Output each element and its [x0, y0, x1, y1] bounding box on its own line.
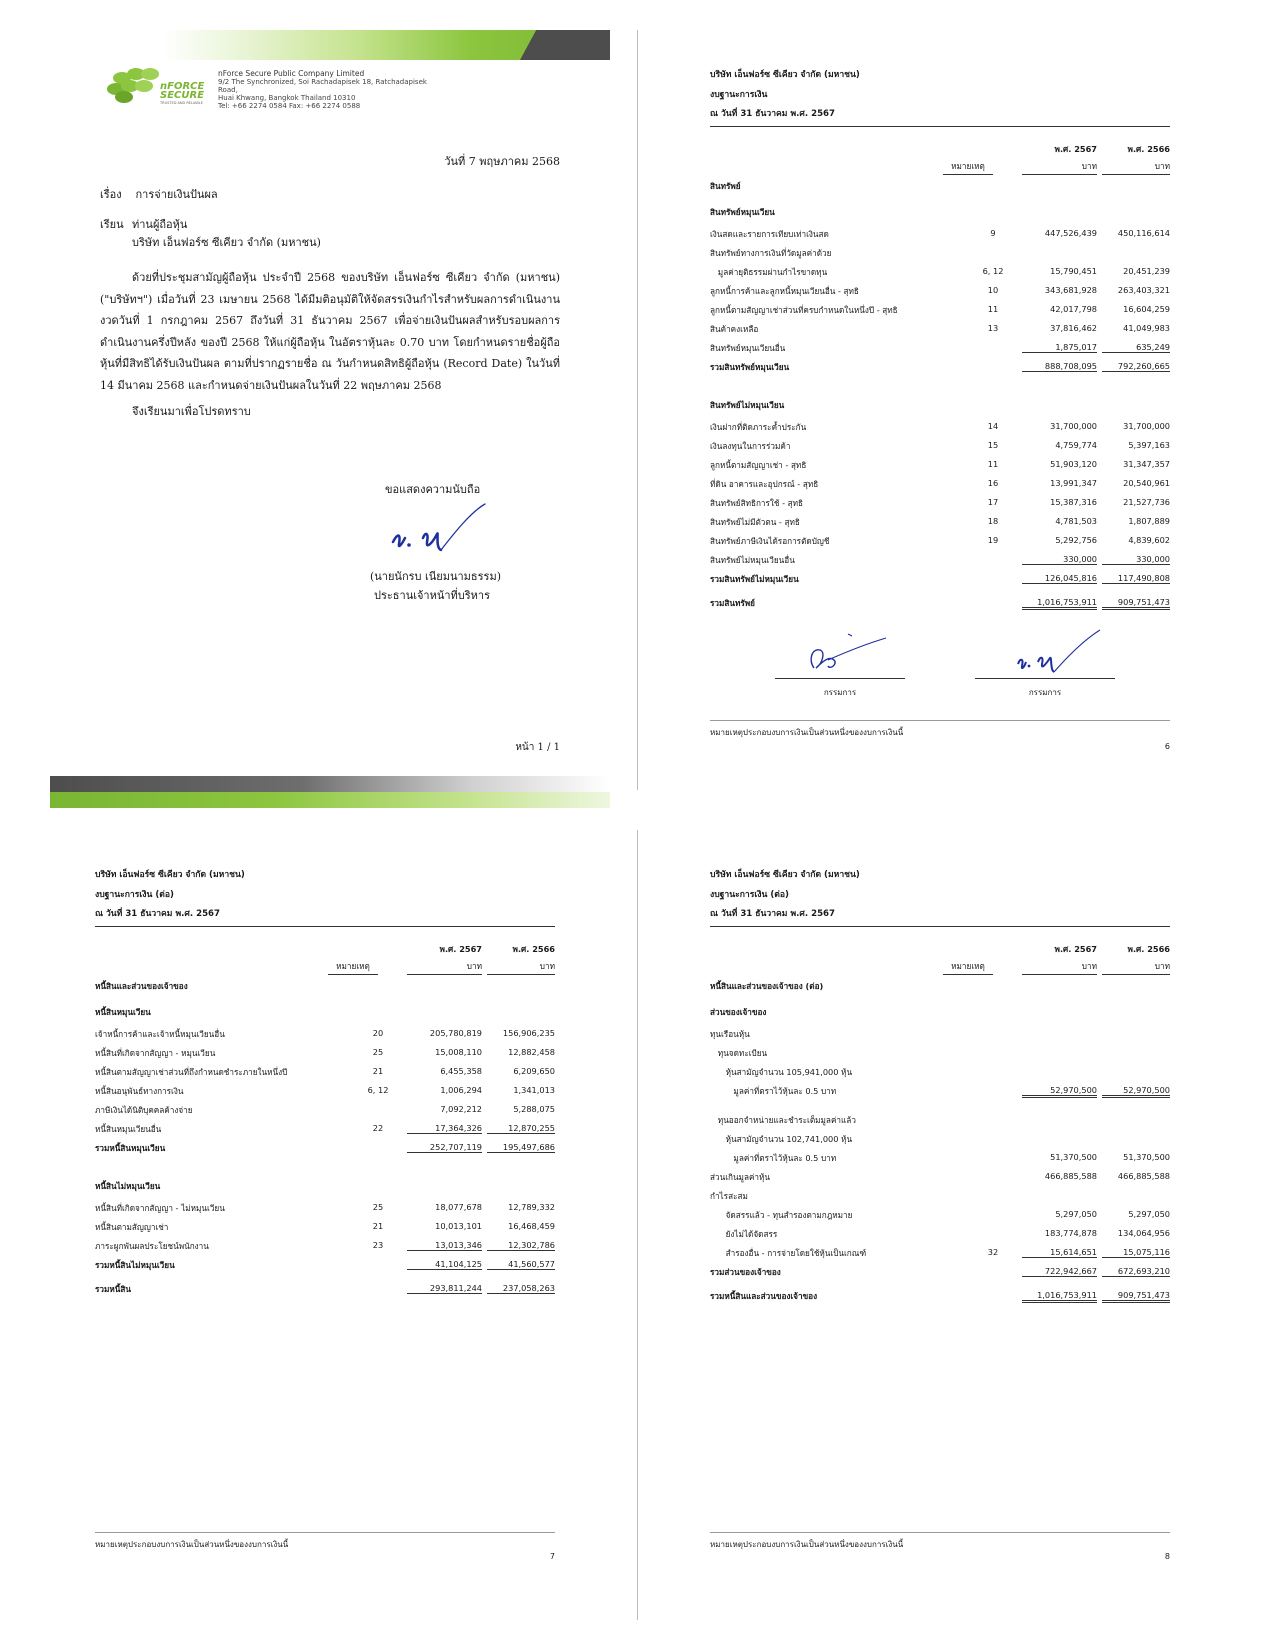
amount-2566: 5,288,075: [513, 1104, 555, 1114]
line-item-label: สินทรัพย์: [710, 181, 741, 191]
line-item-row: [95, 1221, 555, 1235]
amount-2566: 5,297,050: [1128, 1209, 1170, 1219]
amount-2566: 31,700,000: [1123, 421, 1170, 431]
line-item-row: [710, 497, 1170, 511]
line-item-label: ลูกหนี้ตามสัญญาเช่าส่วนที่ครบกำหนดในหนึ่งปี - สุทธิ: [710, 305, 898, 315]
amount-2566: 52,970,500: [1102, 1085, 1170, 1098]
amount-2567: 1,006,294: [440, 1085, 482, 1095]
line-item-label: หนี้สินหมุนเวียน: [95, 1007, 151, 1017]
amount-2567: 252,707,119: [407, 1142, 482, 1153]
total-row: [95, 1283, 555, 1297]
to-line-2: บริษัท เอ็นฟอร์ซ ซีเคียว จำกัด (มหาชน): [132, 236, 321, 249]
logo-tagline: TRUSTED AND RELIABLE: [160, 101, 203, 105]
line-item-label: สินทรัพย์ไม่หมุนเวียน: [710, 400, 785, 410]
fs-as-of: ณ วันที่ 31 ธันวาคม พ.ศ. 2567: [710, 909, 836, 919]
total-row: [710, 573, 1170, 587]
line-item-label: ส่วนของเจ้าของ: [710, 1007, 767, 1017]
line-item-label: ลูกหนี้การค้าและลูกหนี้หมุนเวียนอื่น - สุทธิ: [710, 286, 859, 296]
total-row: [710, 1290, 1170, 1304]
amount-2567: 4,781,503: [1055, 516, 1097, 526]
amount-2567: 888,708,095: [1022, 361, 1097, 372]
director-signature-2: [1010, 628, 1110, 678]
amount-2566: 12,789,332: [508, 1202, 555, 1212]
col-unit-1: บาท: [1022, 160, 1097, 175]
note-ref: 11: [987, 459, 999, 469]
line-item-row: [710, 459, 1170, 473]
line-item-row: [710, 1247, 1170, 1261]
amount-2567: 51,903,120: [1050, 459, 1097, 469]
amount-2566: 672,693,210: [1102, 1266, 1170, 1277]
line-item-row: [710, 1228, 1170, 1242]
fs-footnote: หมายเหตุประกอบงบการเงินเป็นส่วนหนึ่งของงบการเงินนี้: [710, 728, 904, 737]
line-item-label: หนี้สินตามสัญญาเช่า: [95, 1222, 169, 1232]
amount-2566: 12,882,458: [508, 1047, 555, 1057]
line-item-row: [710, 228, 1170, 242]
line-item-label: เงินลงทุนในการร่วมค้า: [710, 441, 791, 451]
balance-sheet-page-6: [665, 30, 1225, 820]
amount-2566: 1,341,013: [513, 1085, 555, 1095]
col-unit-2: บาท: [1102, 160, 1170, 175]
line-item-row: [710, 1171, 1170, 1185]
line-item-row: [710, 1028, 1170, 1042]
amount-2566: 20,540,961: [1123, 478, 1170, 488]
amount-2567: 41,104,125: [407, 1259, 482, 1270]
fs-company: บริษัท เอ็นฟอร์ซ ซีเคียว จำกัด (มหาชน): [710, 70, 860, 80]
line-item-label: เงินฝากที่ติดภาระค้ำประกัน: [710, 422, 807, 432]
line-item-label: รวมสินทรัพย์ไม่หมุนเวียน: [710, 574, 799, 584]
letter-closing: จึงเรียนมาเพื่อโปรดทราบ: [132, 405, 251, 418]
line-item-label: สินทรัพย์ทางการเงินที่วัดมูลค่าด้วย: [710, 248, 832, 258]
amount-2567: 126,045,816: [1022, 573, 1097, 584]
footer-rule: [710, 720, 1170, 721]
line-item-label: ทุนจดทะเบียน: [710, 1048, 768, 1058]
letter-date: วันที่ 7 พฤษภาคม 2568: [444, 155, 560, 168]
fs-header: [710, 866, 860, 925]
line-item-label: ภาษีเงินได้นิติบุคคลค้างจ่าย: [95, 1105, 193, 1115]
total-row: [95, 1259, 555, 1273]
amount-2566: 134,064,956: [1117, 1228, 1170, 1238]
note-ref: 14: [987, 421, 999, 431]
company-address-2: Huai Khwang, Bangkok Thailand 10310: [218, 94, 356, 102]
fs-as-of: ณ วันที่ 31 ธันวาคม พ.ศ. 2567: [710, 109, 836, 119]
fs-footnote: หมายเหตุประกอบงบการเงินเป็นส่วนหนึ่งของงบการเงินนี้: [710, 1540, 904, 1549]
subject-label: เรื่อง: [100, 188, 122, 201]
note-ref: 19: [987, 535, 999, 545]
amount-2567: 466,885,588: [1044, 1171, 1097, 1181]
amount-2567: 31,700,000: [1050, 421, 1097, 431]
line-item-label: หนี้สินและส่วนของเจ้าของ: [95, 981, 188, 991]
note-ref: 6, 12: [982, 266, 1004, 276]
page-divider-vertical-top: [637, 30, 638, 790]
amount-2566: 466,885,588: [1117, 1171, 1170, 1181]
line-item-row: [710, 1190, 1170, 1204]
header-stripe: [50, 30, 610, 60]
total-row: [710, 1266, 1170, 1280]
amount-2567: 293,811,244: [407, 1283, 482, 1294]
subject-text: การจ่ายเงินปันผล: [135, 188, 218, 201]
amount-2566: 51,370,500: [1123, 1152, 1170, 1162]
director-line-2: [975, 678, 1115, 679]
header-rule: [95, 926, 555, 927]
amount-2567: 1,016,753,911: [1022, 597, 1097, 610]
line-item-label: ที่ดิน อาคารและอุปกรณ์ - สุทธิ: [710, 479, 819, 489]
fs-company: บริษัท เอ็นฟอร์ซ ซีเคียว จำกัด (มหาชน): [710, 870, 860, 880]
company-tel: Tel: +66 2274 0584 Fax: +66 2274 0588: [218, 102, 361, 110]
amount-2567: 15,614,651: [1022, 1247, 1097, 1258]
line-item-label: ส่วนเกินมูลค่าหุ้น: [710, 1172, 771, 1182]
line-item-label: หนี้สินอนุพันธ์ทางการเงิน: [95, 1086, 184, 1096]
fs-title: งบฐานะการเงิน: [710, 89, 768, 100]
page-divider-vertical-bottom: [637, 830, 638, 1620]
line-item-label: สำรองอื่น - การจ่ายโดยใช้หุ้นเป็นเกณฑ์: [710, 1248, 867, 1258]
line-item-label: สินทรัพย์ไม่มีตัวตน - สุทธิ: [710, 517, 800, 527]
amount-2566: 156,906,235: [502, 1028, 555, 1038]
col-2567: พ.ศ. 2567: [1054, 144, 1097, 154]
line-item-row: [710, 285, 1170, 299]
line-item-label: ลูกหนี้ตามสัญญาเช่า - สุทธิ: [710, 460, 807, 470]
amount-2567: 52,970,500: [1022, 1085, 1097, 1098]
line-item-label: หนี้สินและส่วนของเจ้าของ (ต่อ): [710, 981, 824, 991]
line-item-row: [95, 1240, 555, 1254]
page-number: หน้า 1 / 1: [515, 742, 560, 753]
line-item-label: รวมส่วนของเจ้าของ: [710, 1267, 781, 1277]
col-note: หมายเหตุ: [328, 960, 378, 975]
letter-page: [50, 30, 610, 820]
balance-sheet-page-7: [50, 830, 610, 1620]
line-item-label: รวมหนี้สินไม่หมุนเวียน: [95, 1260, 175, 1270]
amount-2566: 12,302,786: [487, 1240, 555, 1251]
logo-text-2: SECURE: [160, 90, 205, 101]
line-item-row: [710, 1152, 1170, 1166]
amount-2566: 237,058,263: [487, 1283, 555, 1294]
amount-2566: 41,560,577: [487, 1259, 555, 1270]
note-ref: 20: [372, 1028, 384, 1038]
letter-recipient: [100, 216, 321, 252]
amount-2566: 4,839,602: [1128, 535, 1170, 545]
line-item-row: [710, 323, 1170, 337]
logo-text-1: nFORCE: [160, 81, 205, 92]
fs-page-number: 7: [549, 1552, 555, 1561]
line-item-label: มูลค่าที่ตราไว้หุ้นละ 0.5 บาท: [710, 1086, 837, 1096]
line-item-label: จัดสรรแล้ว - ทุนสำรองตามกฎหมาย: [710, 1210, 853, 1220]
fs-page-number: 8: [1164, 1552, 1170, 1561]
line-item-label: หนี้สินที่เกิดจากสัญญา - หมุนเวียน: [95, 1048, 216, 1058]
line-item-row: [710, 1066, 1170, 1080]
to-line-1: ท่านผู้ถือหุ้น: [132, 218, 188, 231]
note-ref: 25: [372, 1047, 384, 1057]
amount-2566: 20,451,239: [1123, 266, 1170, 276]
note-ref: 13: [987, 323, 999, 333]
note-ref: 18: [987, 516, 999, 526]
fs-title: งบฐานะการเงิน (ต่อ): [710, 889, 789, 900]
amount-2567: 18,077,678: [435, 1202, 482, 1212]
fs-title: งบฐานะการเงิน (ต่อ): [95, 889, 174, 900]
amount-2567: 183,774,878: [1044, 1228, 1097, 1238]
section-heading: [95, 1006, 555, 1020]
col-unit-2: บาท: [1102, 960, 1170, 975]
amount-2567: 15,387,316: [1050, 497, 1097, 507]
col-2566: พ.ศ. 2566: [512, 944, 555, 954]
line-item-label: หุ้นสามัญจำนวน 102,741,000 หุ้น: [710, 1134, 853, 1144]
line-item-row: [95, 1202, 555, 1216]
amount-2566: 263,403,321: [1117, 285, 1170, 295]
line-item-row: [710, 535, 1170, 549]
amount-2566: 12,870,255: [487, 1123, 555, 1134]
amount-2567: 5,292,756: [1055, 535, 1097, 545]
amount-2567: 7,092,212: [440, 1104, 482, 1114]
line-item-row: [710, 1209, 1170, 1223]
to-label: เรียน: [100, 218, 124, 231]
line-item-label: ยังไม่ได้จัดสรร: [710, 1229, 778, 1239]
fs-footnote: หมายเหตุประกอบงบการเงินเป็นส่วนหนึ่งของงบการเงินนี้: [95, 1540, 289, 1549]
line-item-label: สินทรัพย์หมุนเวียน: [710, 207, 775, 217]
amount-2566: 31,347,357: [1123, 459, 1170, 469]
svg-text:TRUSTED AND RELIABLE: [159, 101, 203, 105]
amount-2567: 447,526,439: [1044, 228, 1097, 238]
amount-2567: 15,008,110: [435, 1047, 482, 1057]
line-item-row: [95, 1104, 555, 1118]
amount-2566: 1,807,889: [1128, 516, 1170, 526]
amount-2567: 1,016,753,911: [1022, 1290, 1097, 1303]
col-2567: พ.ศ. 2567: [1054, 944, 1097, 954]
line-item-label: หุ้นสามัญจำนวน 105,941,000 หุ้น: [710, 1067, 853, 1077]
footer-rule: [95, 1532, 555, 1533]
svg-text:SECURE: [160, 90, 204, 101]
col-2566: พ.ศ. 2566: [1127, 944, 1170, 954]
amount-2567: 205,780,819: [429, 1028, 482, 1038]
line-item-row: [710, 554, 1170, 568]
line-item-row: [710, 342, 1170, 356]
line-item-label: รวมสินทรัพย์: [710, 598, 755, 608]
line-item-label: เงินสดและรายการเทียบเท่าเงินสด: [710, 229, 829, 239]
note-ref: 21: [372, 1066, 384, 1076]
line-item-row: [710, 516, 1170, 530]
footer-stripe: [50, 776, 610, 808]
line-item-label: กำไรสะสม: [710, 1191, 748, 1201]
line-item-label: รวมหนี้สินหมุนเวียน: [95, 1143, 166, 1153]
line-item-row: [710, 304, 1170, 318]
amount-2567: 330,000: [1022, 554, 1097, 565]
amount-2567: 51,370,500: [1050, 1152, 1097, 1162]
note-ref: 21: [372, 1221, 384, 1231]
line-item-label: สินทรัพย์สิทธิการใช้ - สุทธิ: [710, 498, 804, 508]
letter-subject: [100, 185, 218, 203]
signer-name: (นายนักรบ เนียมนามธรรม): [370, 570, 501, 583]
line-item-row: [710, 1047, 1170, 1061]
line-item-row: [710, 266, 1170, 280]
col-unit-1: บาท: [407, 960, 482, 975]
note-ref: 32: [987, 1247, 999, 1257]
fs-page-number: 6: [1164, 742, 1170, 751]
line-item-label: รวมหนี้สิน: [95, 1284, 131, 1294]
line-item-row: [710, 1085, 1170, 1099]
note-ref: 10: [987, 285, 999, 295]
amount-2567: 13,013,346: [407, 1240, 482, 1251]
amount-2566: 117,490,808: [1102, 573, 1170, 584]
section-heading: [710, 399, 1170, 413]
header-rule: [710, 926, 1170, 927]
line-item-label: หนี้สินหมุนเวียนอื่น: [95, 1124, 162, 1134]
amount-2567: 722,942,667: [1022, 1266, 1097, 1277]
amount-2567: 6,455,358: [440, 1066, 482, 1076]
amount-2566: 16,604,259: [1123, 304, 1170, 314]
total-row: [95, 1142, 555, 1156]
line-item-label: ภาระผูกพันผลประโยชน์พนักงาน: [95, 1241, 209, 1251]
line-item-row: [95, 1085, 555, 1099]
line-item-row: [95, 1066, 555, 1080]
total-row: [710, 361, 1170, 375]
fs-as-of: ณ วันที่ 31 ธันวาคม พ.ศ. 2567: [95, 909, 221, 919]
col-2567: พ.ศ. 2567: [439, 944, 482, 954]
signer-title: ประธานเจ้าหน้าที่บริหาร: [374, 589, 491, 602]
line-item-label: ทุนออกจำหน่ายและชำระเต็มมูลค่าแล้ว: [710, 1115, 856, 1125]
amount-2567: 37,816,462: [1050, 323, 1097, 333]
line-item-row: [710, 1114, 1170, 1128]
line-item-row: [95, 1047, 555, 1061]
section-heading: [710, 206, 1170, 220]
total-row: [710, 597, 1170, 611]
line-item-row: [95, 1028, 555, 1042]
col-note: หมายเหตุ: [943, 960, 993, 975]
line-item-label: เจ้าหนี้การค้าและเจ้าหนี้หมุนเวียนอื่น: [95, 1029, 225, 1039]
col-note: หมายเหตุ: [943, 160, 993, 175]
amount-2566: 6,209,650: [513, 1066, 555, 1076]
section-heading: [710, 180, 1170, 194]
amount-2566: 15,075,116: [1102, 1247, 1170, 1258]
header-rule: [710, 126, 1170, 127]
company-letterhead: [218, 70, 438, 110]
line-item-label: หนี้สินตามสัญญาเช่าส่วนที่ถึงกำหนดชำระภายในหนึ่งปี: [95, 1067, 288, 1077]
fs-company: บริษัท เอ็นฟอร์ซ ซีเคียว จำกัด (มหาชน): [95, 870, 245, 880]
note-ref: 6, 12: [367, 1085, 389, 1095]
col-unit-1: บาท: [1022, 960, 1097, 975]
amount-2567: 13,991,347: [1050, 478, 1097, 488]
amount-2566: 635,249: [1102, 342, 1170, 353]
line-item-row: [710, 1133, 1170, 1147]
director-label-2: กรรมการ: [1028, 688, 1062, 697]
nforce-logo: [102, 64, 222, 110]
line-item-label: รวมสินทรัพย์หมุนเวียน: [710, 362, 790, 372]
director-signature-1: [800, 630, 890, 675]
section-heading: [95, 980, 555, 994]
footer-rule: [710, 1532, 1170, 1533]
amount-2566: 792,260,665: [1102, 361, 1170, 372]
note-ref: 22: [372, 1123, 384, 1133]
note-ref: 17: [987, 497, 999, 507]
section-heading: [710, 980, 1170, 994]
line-item-label: สินทรัพย์หมุนเวียนอื่น: [710, 343, 786, 353]
line-item-row: [710, 421, 1170, 435]
company-address-1: 9/2 The Synchronized, Soi Rachadapisek 18, Ratchadapisek Road,: [218, 78, 427, 94]
amount-2567: 15,790,451: [1050, 266, 1097, 276]
company-name: nForce Secure Public Company Limited: [218, 69, 365, 78]
amount-2566: 21,527,736: [1123, 497, 1170, 507]
note-ref: 25: [372, 1202, 384, 1212]
line-item-label: มูลค่าที่ตราไว้หุ้นละ 0.5 บาท: [710, 1153, 837, 1163]
line-item-label: สินค้าคงเหลือ: [710, 324, 759, 334]
line-item-label: รวมหนี้สินและส่วนของเจ้าของ: [710, 1291, 818, 1301]
amount-2567: 343,681,928: [1044, 285, 1097, 295]
section-heading: [710, 1006, 1170, 1020]
col-unit-2: บาท: [487, 960, 555, 975]
director-label-1: กรรมการ: [823, 688, 857, 697]
line-item-label: ทุนเรือนหุ้น: [710, 1029, 750, 1039]
amount-2566: 5,397,163: [1128, 440, 1170, 450]
balance-sheet-page-8: [665, 830, 1225, 1620]
amount-2566: 330,000: [1102, 554, 1170, 565]
col-2566: พ.ศ. 2566: [1127, 144, 1170, 154]
line-item-row: [710, 247, 1170, 261]
letter-regards: ขอแสดงความนับถือ: [385, 483, 481, 496]
director-line-1: [775, 678, 905, 679]
note-ref: 16: [987, 478, 999, 488]
line-item-label: สินทรัพย์ไม่หมุนเวียนอื่น: [710, 555, 795, 565]
line-item-row: [710, 478, 1170, 492]
amount-2567: 5,297,050: [1055, 1209, 1097, 1219]
amount-2566: 909,751,473: [1102, 597, 1170, 610]
line-item-label: หนี้สินที่เกิดจากสัญญา - ไม่หมุนเวียน: [95, 1203, 225, 1213]
amount-2567: 10,013,101: [435, 1221, 482, 1231]
note-ref: 11: [987, 304, 999, 314]
note-ref: 9: [990, 228, 996, 238]
note-ref: 15: [987, 440, 999, 450]
amount-2567: 42,017,798: [1050, 304, 1097, 314]
note-ref: 23: [372, 1240, 384, 1250]
line-item-label: หนี้สินไม่หมุนเวียน: [95, 1181, 161, 1191]
amount-2566: 909,751,473: [1102, 1290, 1170, 1303]
line-item-label: มูลค่ายุติธรรมผ่านกำไรขาดทุน: [710, 267, 828, 277]
section-heading: [95, 1180, 555, 1194]
amount-2566: 16,468,459: [508, 1221, 555, 1231]
fs-header: [710, 66, 860, 125]
amount-2567: 1,875,017: [1022, 342, 1097, 353]
line-item-label: สินทรัพย์ภาษีเงินได้รอการตัดบัญชี: [710, 536, 830, 546]
letter-body: ด้วยที่ประชุมสามัญผู้ถือหุ้น ประจำปี 2568 ของบริษัท เอ็นฟอร์ซ ซีเคียว จำกัด (มหาชน) ("บริษัทฯ") เมื่อวันที่ 23 เมษายน 2568 ได้มีมติอนุมัติให้จัดสรรเงินกำไรสำหรับผลการดำเนินงานงวดวันที่ 1 กรกฎาคม 2567 ถึงวันที่ 31 ธันวาคม 2567 เพื่อจ่ายเงินปันผลสำหรับรอบผลการดำเนินงานครึ่งปีหลัง ของปี 2568 ให้แก่ผู้ถือหุ้น ในอัตราหุ้นละ 0.70 บาท โดยกำหนดรายชื่อผู้ถือหุ้นที่มีสิทธิได้รับเงินปันผล ตามที่ปรากฏรายชื่อ ณ วันกำหนดสิทธิผู้ถือหุ้น (Record Date) ในวันที่ 14 มีนาคม 2568 และกำหนดจ่ายเงินปันผลในวันที่ 22 พฤษภาคม 2568: [100, 271, 560, 392]
amount-2566: 450,116,614: [1117, 228, 1170, 238]
line-item-row: [710, 440, 1170, 454]
line-item-row: [95, 1123, 555, 1137]
amount-2566: 41,049,983: [1123, 323, 1170, 333]
amount-2567: 17,364,326: [407, 1123, 482, 1134]
fs-header: [95, 866, 245, 925]
ceo-signature: [385, 498, 495, 560]
amount-2567: 4,759,774: [1055, 440, 1097, 450]
amount-2566: 195,497,686: [487, 1142, 555, 1153]
